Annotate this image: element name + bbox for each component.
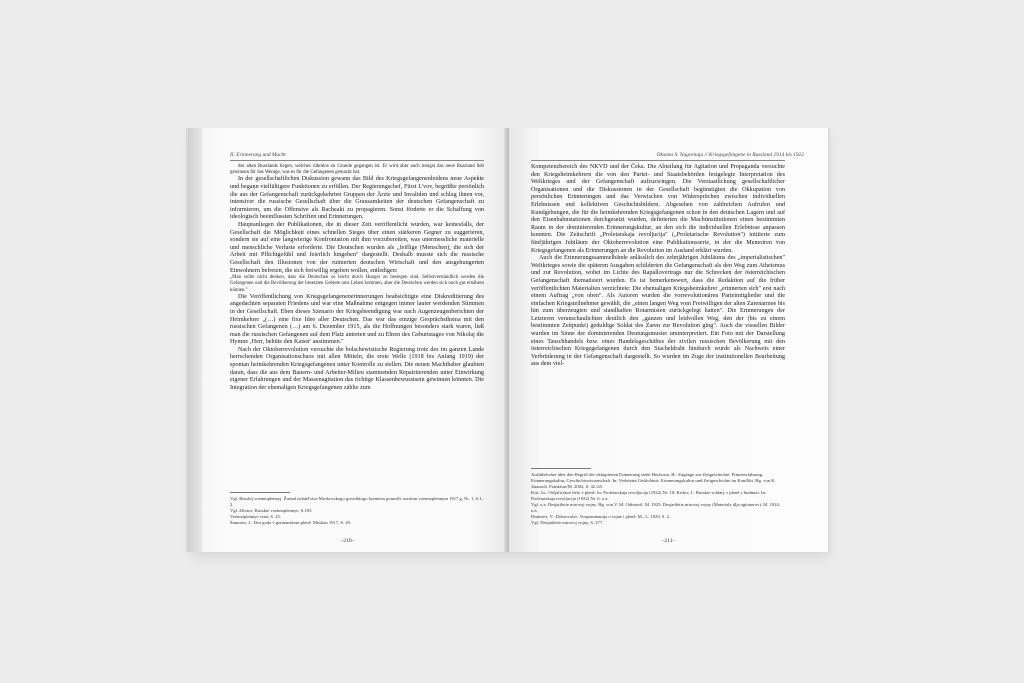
page-number-right: –211– xyxy=(661,538,676,544)
page-number-left: –210– xyxy=(340,538,355,544)
right-page xyxy=(509,128,828,552)
right-text-column xyxy=(531,164,785,369)
header-rule xyxy=(531,160,785,161)
continuation-quote: des alten Russlands liegen, welches rühmlos zu Grunde gegangen ist. Er wird aber auch innigst das neue Russland lieb gewinnen für das Wenige, was es für die Gefangenen gemacht hat. xyxy=(230,164,484,176)
left-page xyxy=(188,128,507,552)
footnote: Voennoplennye vrati, S. 25. xyxy=(230,513,281,519)
paragraph: Die Veröffentlichung von Kriegsgefangenenerinnerungen beabsichtigte eine Diskreditierung des angedachten separaten Friedens und war eine Maßnahme entgegen immer lauter werdenden Stimmen in der Gesellschaft. Eben dieses Szenario der Kriegsbeendigung war nach Augenzeugenberichten der Heimkehrer „(…) eine fixe Idee aller Deutschen. Das war das einzige Gesprächsthema mit den russischen Gefangenen (…) am 6. Dezember 1915, als die Hoffnungen besonders stark waren, ließ man die russischen Gefangenen auf dem Platz antreten und zu Ehren des Geburtstages von Nikolaj die Hymne ‚Herr, behüte den Kaiser' anstimmen." xyxy=(230,293,484,346)
footnote: Vgl. Rosskij voennoplennyj. Žurnal izdatel'stva Moskovskogo gorodskogo komiteta pomošči russkim voennoplennym 1917 g. Nr. 1, S.1–2. xyxy=(230,495,484,507)
paragraph: In der gesellschaftlichen Diskussion gewann das Bild des Kriegsgefangenenleidens neue Aspekte und begann vielfältigere Funktionen zu erfüllen. Der Regierungschef, Fürst L'vov, begrüßte persönlich die aus der Gefangenschaft zurückgekehrten Gruppen der Ärzte und Invaliden und schlug ihnen vor, intensiver die russische Gesellschaft über die Grausamkeiten der deutschen Gefangenschaft zu informieren, um die Offensive als Racheakt zu propagieren. Sonst förderte er die Schaffung von ideologisch beeinflussten Schriften und Erinnerungen. xyxy=(230,176,484,221)
running-head-left: II. Erinnerung und Macht xyxy=(230,152,286,158)
paragraph: Auch die Erinnerungssammelbände anlässlich des zehnjährigen Jubiläums des „imperialistischen" Weltkrieges sowie die späteren Ausgaben schilderten die Gefangenschaft als den Weg zum Atheismus und zur Revolution, wobei im Lichte des Rapallovertrags nur die Schrecken der österreichischen Gefangenschaft thematisiert wurden. Es ist bemerkenswert, dass die Redaktion auf die früher veröffentlichten Materialien verzichtete: Die ehemaligen Kriegsheimkehrer „erinnerten sich" erst nach einem Auftrag „von oben". Als Autoren wurden die vorrevolutionären Parteimitglieder und die einfachen Kriegsteilnehmer gewählt, die „einen langen Weg vom Freiwilligen der alten Zarenarmee bis hin zum überzeugten und standhaften Rotarmisten zurückgelegt hatten". Die Erinnerungen der Letzteren veranschaulichten deutlich den „ganzen und leidvollen Weg, den der (bis zu einem bestimmten Zeitpunkt) geduldige Soldat des Zaren zur Revolution ging". Auch die visuellen Bilder wurden im Sinne der dominierenden Deutungsmuster uminterpretiert. Ein Foto mit der Darstellung eines Tauschhandels bzw. eines Handelsgeschäftes der zivilen russischen Bevölkerung mit den österreichischen Kriegsgefangenen durch den Stacheldraht hindurch wurde als Nachweis einer Verbrüderung in der Gefangenschaft dargestellt. So wurden im Zuge der institutionellen Bearbeitung aus dem viel- xyxy=(531,255,785,368)
left-footnotes xyxy=(230,492,484,526)
footnote: Vgl. Desjatiletie mirovoj vojny, S. 277. xyxy=(531,519,604,525)
block-quote: „Man sollte nicht denken, dass die Deutschen so leicht durch Hunger zu besiegen sind. Selbstverständlich werden die Gefangenen und die Bevölkerung der besetzten Gebiete ums Leben kommen, aber die Deutschen werden sich noch gut ernähren können." xyxy=(230,275,484,293)
paragraph: Kompetenzbereich des NKVD und der Čeka. Die Abteilung für Agitation und Propaganda versuchte den Kriegsheimkehrern die von den Partei- und Staatsbehörden festgelegte Interpretation des Weltkrieges und der Gefangenschaft aufzuzwingen. Die Verstaatlichung gesellschaftlicher Organisationen und die Diskussionen in der Gesellschaft begünstigten die Okkupation von persönlichen Erinnerungen und das Verwischen von Widersprüchen zwischen individuellen Erlebnissen und kollektiven Geschichtsbildern. Abgesehen von zahlreichen Aufrufen und Kundgebungen, die für die heimkehrenden Kriegsgefangenen schon in den deutschen Lagern und auf den Eisenbahnstationen durchgesetzt wurden, definierten die Machtinstitutionen einen bestimmten Raum in der dominierenden Erinnerungskultur, an den sich die individuellen Erlebnisse anpassen konnten. Die Zeitschrift „Proletarskaja revoljucija" („Proletarische Revolution") initiierte zum fünfjährigen Jubiläum der Oktoberrevolution eine Publikationsserie, in der die Memoiren von Kriegsgefangenen als Erinnerungen an die Revolution im Ausland erklärt wurden. xyxy=(531,164,785,254)
left-text-column xyxy=(230,164,484,392)
right-footnotes xyxy=(531,468,785,526)
paragraph: Hauptanliegen der Publikationen, die in dieser Zeit veröffentlicht wurden, war keinesfalls, der Gesellschaft die Möglichkeit eines schnellen Sieges über einen stärkeren Gegner zu suggerieren, sondern sie auf eine langwierige Konfrontation mit ihm vorzubereiten, was unermessliche materielle und menschliche Verluste erforderte. Die Deutschen wurden als „feiflige (Menschen), die sich der Arbeit mit Pflichtgefühl und feierlich hingeben" dargestellt. Deshalb musste sich die russische Gesellschaft den Illusionen von der ruinierten deutschen Wirtschaft und den ausgehungerten Einwohnern befreien, die sich freiwillig ergeben wollen, entledigen: xyxy=(230,221,484,274)
footnote: Vgl. u.a. Desjatiletie mirovoj vojny. Hg. von V. M. Odintsvil. M. 1925; Desjatiletie mirovoj vojny (Materialy dlja agitatorov). M. 1924, o.a. xyxy=(531,501,780,513)
paragraph: Nach der Oktoberrevolution versuchte die bolschewistische Regierung trotz des im ganzen Lande herrschenden Organisationschaos mit allen Mitteln, die erste Welle (1918 bis Anfang 1919) der spontan heimkehrenden Kriegsgefangenen unter Kontrolle zu stellen. Die neuen Machthaber glaubten daran, dass die aus dem Bauern- und Arbeiter-Milieu stammenden Repatriierenden unter Einwirkung eigener Erfahrungen und der Massenagitation das richtige Klassenbewusstsein gewinnen könnten. Die Integration der ehemaligen Kriegsgefangenen zählte zum xyxy=(230,346,484,391)
header-rule xyxy=(230,160,484,161)
page-edge xyxy=(188,128,202,552)
footnote: Kirt, Ju.: Otčjaln'skoe delo v pleně. In: Proletarskaja revoljucija (1922) Nr. 10; Krilov, J.: Russkie soldaty v pleně v budnuzi. In: Proletarskaja revoljucija (1922) Nr. 6: o.a. xyxy=(531,489,767,501)
footnote: Dmitriev, V.: Dobrovolac. Vospominanija o vojne i pleně. M., L. 1929, S. 2. xyxy=(531,513,671,519)
footnote: Vgl. Zilotov, Russkie voennoplennye, S.105. xyxy=(230,507,313,513)
footnote: Ausführlicher über den Begriff der okkupierten Erinnerung siehe Hochorin, H.: Zugänge zur Zeitgeschichte: Primärerfahrung, Erinnerungskultur, Geschichtswissenschaft. In: Verletztes Gedächtnis. Erinnerungskultur und Zeitgeschichte im Konflikt. Hg. von K. Jarausch. Frankfurt/M. 2002, S. 42–65. xyxy=(531,471,776,489)
footnote-rule xyxy=(531,468,591,469)
footnote: Šumurin, J.: Dva goda v germanskom pleně. Moskau 1917, S. 29. xyxy=(230,519,351,525)
running-head-right: Oksana S. Nagornaja // Kriegsgefangene in Russland 1914 bis 1922 xyxy=(656,152,804,158)
footnote-rule xyxy=(230,492,290,493)
open-book xyxy=(188,128,828,554)
